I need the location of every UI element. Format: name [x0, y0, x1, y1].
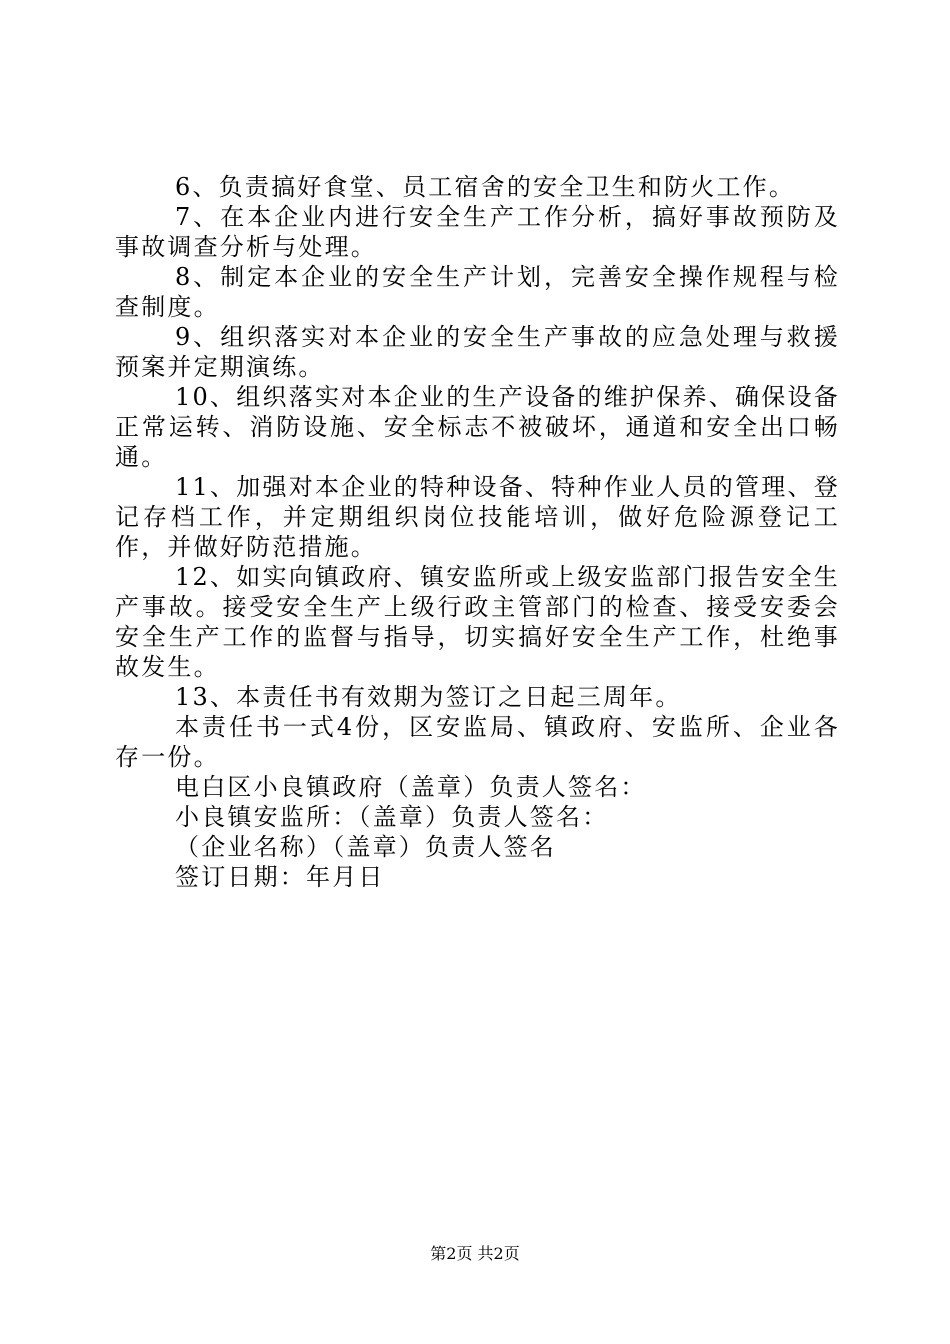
signature-line-town-government: 电白区小良镇政府（盖章）负责人签名： — [175, 773, 647, 801]
document-body — [115, 172, 840, 892]
signature-line-enterprise: （企业名称）（盖章）负责人签名 — [175, 833, 556, 861]
paragraph-item-10: 10、组织落实对本企业的生产设备的维护保养、确保设备正常运转、消防设施、安全标志不被破坏，通道和安全出口畅通。 — [115, 383, 840, 471]
signing-date-line: 签订日期：年月日 — [175, 863, 385, 891]
paragraph-item-13: 13、本责任书有效期为签订之日起三周年。 — [175, 683, 682, 711]
copies-statement: 本责任书一式4份，区安监局、镇政府、安监所、企业各存一份。 — [115, 713, 840, 771]
paragraph-item-12: 12、如实向镇政府、镇安监所或上级安监部门报告安全生产事故。接受安全生产上级行政主管部门的检查、接受安委会安全生产工作的监督与指导，切实搞好安全生产工作，杜绝事故发生。 — [115, 563, 840, 681]
signature-line-safety-office: 小良镇安监所：（盖章）负责人签名： — [175, 803, 609, 831]
paragraph-item-6: 6、负责搞好食堂、员工宿舍的安全卫生和防火工作。 — [175, 173, 796, 201]
paragraph-item-11: 11、加强对本企业的特种设备、特种作业人员的管理、登记存档工作，并定期组织岗位技能培训，做好危险源登记工作，并做好防范措施。 — [115, 473, 840, 561]
paragraph-item-8: 8、制定本企业的安全生产计划，完善安全操作规程与检查制度。 — [115, 263, 840, 321]
page-footer — [0, 1244, 950, 1264]
paragraph-item-7: 7、在本企业内进行安全生产工作分析，搞好事故预防及事故调查分析与处理。 — [115, 203, 840, 261]
page-number: 第2页 共2页 — [430, 1244, 520, 1263]
paragraph-item-9: 9、组织落实对本企业的安全生产事故的应急处理与救援预案并定期演练。 — [115, 323, 840, 381]
